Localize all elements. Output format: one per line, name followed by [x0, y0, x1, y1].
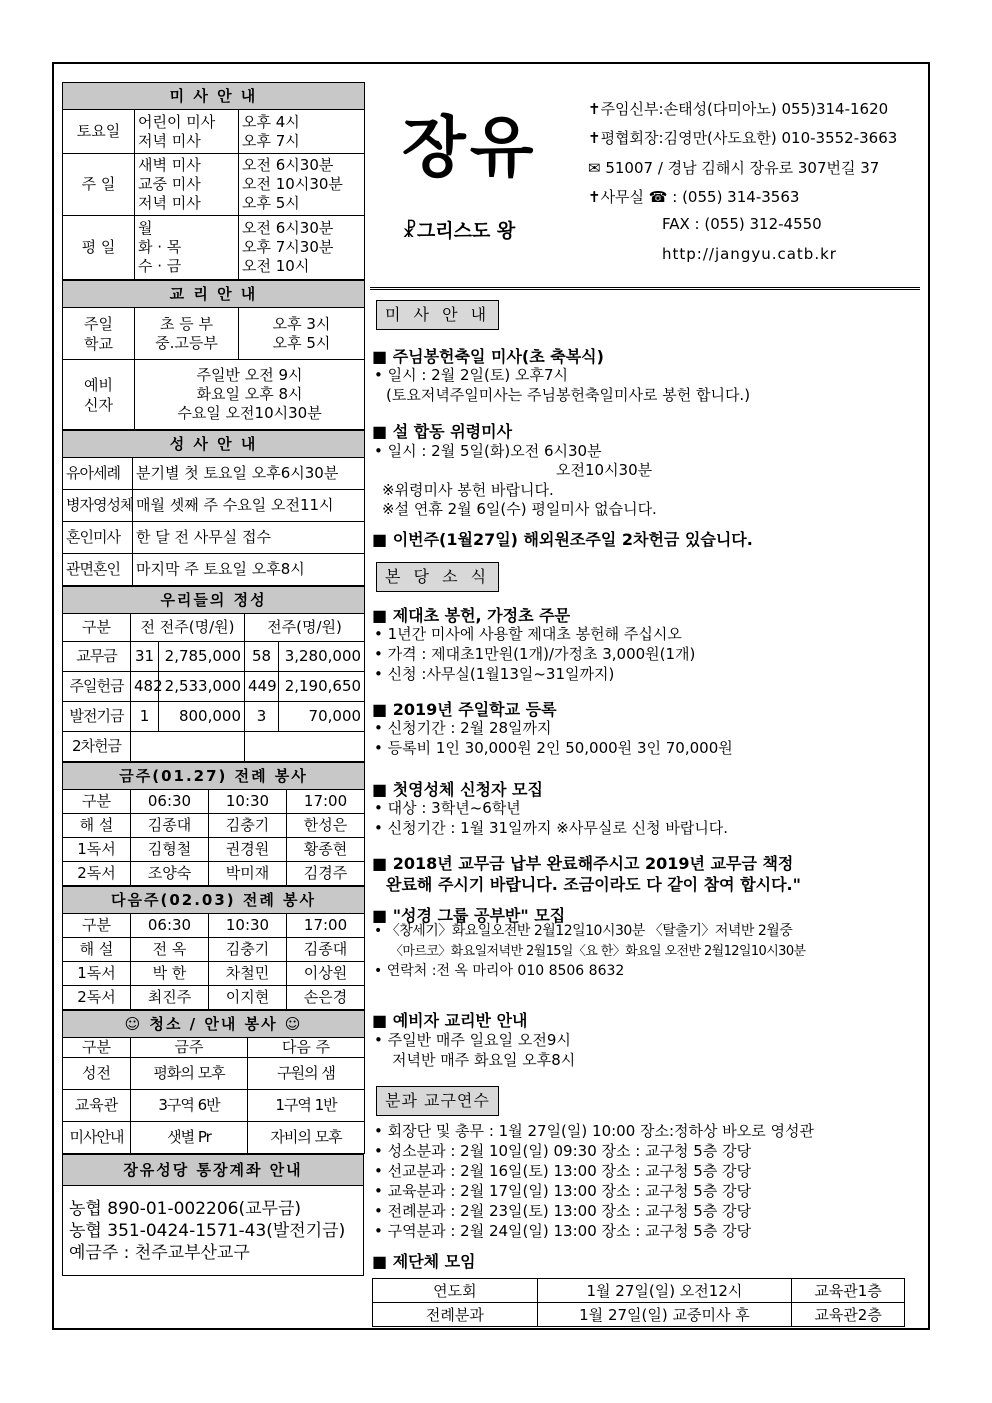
offering-count: 482: [131, 672, 159, 702]
offering-header: 구분: [63, 614, 131, 642]
week-label: 평 일: [63, 216, 135, 280]
mass-title: 미 사 안 내: [63, 83, 365, 110]
meeting-group: 연도회: [373, 1279, 538, 1303]
news-title: ■ 2018년 교무금 납부 완료해주시고 2019년 교무금 책정: [372, 854, 794, 873]
sacrament-name: 유아세례: [63, 458, 133, 490]
service-person: 한성은: [287, 814, 365, 838]
week-time-3: 오전 10시: [242, 257, 310, 275]
doctrine-title: 교 리 안 내: [63, 281, 365, 308]
sacrament-detail: 분기별 첫 토요일 오후6시30분: [133, 458, 365, 490]
service-next-title: 다음주(02.03) 전례 봉사: [63, 887, 365, 914]
news-line: • 신청기간 : 1월 31일까지 ※사무실로 신청 바랍니다.: [374, 819, 729, 837]
left-column: [62, 82, 364, 1276]
service-header: 구분: [63, 914, 131, 938]
meeting-time: 1월 27일(일) 오전12시: [537, 1279, 792, 1303]
sun-label: 주 일: [63, 154, 135, 216]
service-person: 박미재: [209, 862, 287, 886]
sacrament-name: 병자영성체: [63, 490, 133, 522]
week-day-1: 월: [138, 219, 153, 237]
service-role: 해 설: [63, 938, 131, 962]
week-time-2: 오후 7시30분: [242, 238, 334, 256]
service-role: 2독서: [63, 862, 131, 886]
sacrament-detail: 한 달 전 사무실 접수: [133, 522, 365, 554]
service-person: 이지현: [209, 986, 287, 1010]
news-line: 〈마르코〉화요일저녁반 2월15일〈요 한〉화요일 오전반 2월12일10시30분: [390, 944, 806, 959]
service-header: 06:30: [131, 914, 209, 938]
service-person: 최진주: [131, 986, 209, 1010]
cleaning-title: ☺ 청소 / 안내 봉사 ☺: [63, 1011, 365, 1038]
news-line: • 신청기간 : 2월 28일까지: [374, 719, 552, 737]
offering-count: 1: [131, 702, 159, 732]
offering-empty: [245, 732, 365, 762]
week-day-2: 화 · 목: [138, 238, 182, 256]
catechumen-label: 예비 신자: [63, 360, 135, 430]
service-person: 차철민: [209, 962, 287, 986]
sacrament-detail: 마지막 주 토요일 오후8시: [133, 554, 365, 586]
cleaning-table: [62, 1010, 365, 1154]
service-next-table: [62, 886, 365, 1010]
training-line: • 전례분과 : 2월 23일(토) 13:00 장소 : 교구청 5층 강당: [374, 1202, 752, 1220]
news-title: ■ 제대초 봉헌, 가정초 주문: [372, 606, 571, 625]
news-title: ■ 2019년 주일학교 등록: [372, 700, 557, 719]
service-header: 10:30: [209, 790, 287, 814]
offering-amount: 2,785,000: [159, 642, 245, 672]
sun-mass-2: 교중 미사: [138, 175, 201, 193]
service-person: 황종현: [287, 838, 365, 862]
account-title: 장유성당 통장계좌 안내: [63, 1155, 364, 1186]
offering-header: 전주(명/원): [245, 614, 365, 642]
notice-line: (토요저녁주일미사는 주님봉헌축일미사로 봉헌 합니다.): [386, 386, 751, 404]
news-line: • 대상 : 3학년~6학년: [374, 799, 521, 817]
cleaning-group: 평화의 모후: [131, 1058, 248, 1090]
sat-time-2: 오후 7시: [242, 131, 300, 150]
service-person: 권경원: [209, 838, 287, 862]
notice-line: • 일시 : 2월 2일(토) 오후7시: [374, 366, 568, 384]
account-line: 농협 890-01-002206(교무금): [69, 1198, 302, 1219]
meeting-group: 전례분과: [373, 1303, 538, 1327]
address-info: ✉ 51007 / 경남 김해시 장유로 307번길 37: [588, 159, 880, 177]
school-time-1: 오후 3시: [272, 314, 331, 333]
service-this-table: [62, 762, 365, 886]
notice-line: • 일시 : 2월 5일(화)오전 6시30분: [374, 442, 602, 460]
tab-parish-news: 본 당 소 식: [376, 562, 499, 592]
service-role: 해 설: [63, 814, 131, 838]
cleaning-place: 교육관: [63, 1090, 131, 1122]
offering-header: 전 전주(명/원): [131, 614, 245, 642]
notice-line: ※위령미사 봉헌 바랍니다.: [382, 481, 554, 499]
offering-count: 449: [245, 672, 279, 702]
meeting-time: 1월 27일(일) 교중미사 후: [537, 1303, 792, 1327]
service-person: 박 한: [131, 962, 209, 986]
service-person: 조양숙: [131, 862, 209, 886]
sacrament-name: 관면혼인: [63, 554, 133, 586]
service-header: 10:30: [209, 914, 287, 938]
service-role: 1독서: [63, 838, 131, 862]
news-title: 완료해 주시기 바랍니다. 조금이라도 다 같이 참여 합시다.": [386, 875, 801, 894]
cleaning-header: 구분: [63, 1038, 131, 1058]
cleaning-group: 샛별 Pr: [131, 1122, 248, 1154]
service-header: 06:30: [131, 790, 209, 814]
service-header: 17:00: [287, 914, 365, 938]
notice-line: 오전10시30분: [556, 461, 653, 479]
cleaning-group: 1구역 1반: [248, 1090, 365, 1122]
offering-table: [62, 586, 365, 762]
training-line: • 구역분과 : 2월 24일(일) 13:00 장소 : 교구청 5층 강당: [374, 1222, 752, 1240]
service-person: 이상원: [287, 962, 365, 986]
offering-empty: [131, 732, 245, 762]
news-line: • 신청 :사무실(1월13일~31일까지): [374, 665, 615, 683]
header-divider: [370, 287, 920, 290]
sun-time-2: 오전 10시30분: [242, 175, 343, 193]
cleaning-group: 구원의 샘: [248, 1058, 365, 1090]
news-line: • 〈창세기〉화요일오전반 2월12일10시30분 〈탈출기〉저녁반 2월중: [374, 923, 793, 939]
sacrament-name: 혼인미사: [63, 522, 133, 554]
cleaning-place: 미사안내: [63, 1122, 131, 1154]
bulletin-subtitle: ☧그리스도 왕: [402, 220, 516, 242]
sat-label: 토요일: [63, 110, 135, 154]
service-header: 구분: [63, 790, 131, 814]
offering-label: 발전기금: [63, 702, 131, 732]
tab-training: 분과 교구연수: [376, 1086, 499, 1116]
office-info: ✝사무실 ☎ : (055) 314-3563: [588, 188, 800, 206]
sun-mass-1: 새벽 미사: [138, 156, 201, 174]
sun-time-3: 오후 5시: [242, 194, 300, 212]
service-role: 2독서: [63, 986, 131, 1010]
notice-title: ■ 이번주(1월27일) 해외원조주일 2차헌금 있습니다.: [372, 530, 753, 549]
service-person: 김충기: [209, 814, 287, 838]
offering-label: 주일헌금: [63, 672, 131, 702]
cleaning-group: 3구역 6반: [131, 1090, 248, 1122]
offering-amount: 70,000: [279, 702, 365, 732]
account-line: 예금주 : 천주교부산교구: [69, 1242, 250, 1263]
fax-info: FAX : (055) 312-4550: [662, 215, 822, 233]
training-line: • 교육분과 : 2월 17일(일) 13:00 장소 : 교구청 5층 강당: [374, 1182, 752, 1200]
news-title: ■ 첫영성체 신청자 모집: [372, 780, 543, 799]
sat-mass-1: 어린이 미사: [138, 112, 216, 131]
notice-title: ■ 주님봉헌축일 미사(초 축복식): [372, 347, 604, 366]
offering-count: 58: [245, 642, 279, 672]
catechumen-1: 주일반 오전 9시: [196, 366, 303, 384]
catechumen-2: 화요일 오후 8시: [196, 385, 303, 403]
news-line: • 주일반 매주 일요일 오전9시: [374, 1031, 571, 1049]
sun-time-1: 오전 6시30분: [242, 156, 334, 174]
priest-info: ✝주임신부:손태성(다미아노) 055)314-1620: [588, 100, 889, 118]
week-day-3: 수 · 금: [138, 257, 182, 275]
school-label: 주일 학교: [63, 308, 135, 360]
news-title: ■ "성경 그룹 공부반" 모집: [372, 906, 566, 925]
news-line: • 가격 : 제대초1만원(1개)/가정초 3,000원(1개): [374, 645, 696, 663]
sacrament-table: [62, 430, 365, 586]
service-this-title: 금주(01.27) 전례 봉사: [63, 763, 365, 790]
school-group-2: 중.고등부: [155, 333, 218, 352]
cleaning-header: 금주: [131, 1038, 248, 1058]
offering-label: 교무금: [63, 642, 131, 672]
sacrament-detail: 매월 셋째 주 수요일 오전11시: [133, 490, 365, 522]
training-line: • 회장단 및 총무 : 1월 27일(일) 10:00 장소:정하상 바오로 영성관: [374, 1122, 814, 1140]
week-time-1: 오전 6시30분: [242, 219, 334, 237]
school-time-2: 오후 5시: [272, 333, 331, 352]
account-line: 농협 351-0424-1571-43(발전기금): [69, 1220, 346, 1241]
training-line: • 선교분과 : 2월 16일(토) 13:00 장소 : 교구청 5층 강당: [374, 1162, 752, 1180]
cleaning-group: 자비의 모후: [248, 1122, 365, 1154]
cleaning-place: 성전: [63, 1058, 131, 1090]
news-line: • 등록비 1인 30,000원 2인 50,000원 3인 70,000원: [374, 739, 733, 757]
meeting-title: ■ 제단체 모임: [372, 1252, 476, 1271]
service-person: 김형철: [131, 838, 209, 862]
training-line: • 성소분과 : 2월 10일(일) 09:30 장소 : 교구청 5층 강당: [374, 1142, 752, 1160]
service-person: 김경주: [287, 862, 365, 886]
notice-title: ■ 설 합동 위령미사: [372, 422, 513, 441]
cleaning-header: 다음 주: [248, 1038, 365, 1058]
website-url[interactable]: http://jangyu.catb.kr: [662, 245, 837, 263]
sacrament-title: 성 사 안 내: [63, 431, 365, 458]
offering-amount: 800,000: [159, 702, 245, 732]
offering-count: 3: [245, 702, 279, 732]
offering-label: 2차헌금: [63, 732, 131, 762]
sat-mass-2: 저녁 미사: [138, 131, 201, 150]
service-role: 1독서: [63, 962, 131, 986]
bulletin-title: 장유: [402, 108, 538, 186]
meeting-table: [372, 1278, 905, 1327]
offering-amount: 2,190,650: [279, 672, 365, 702]
news-line: • 1년간 미사에 사용할 제대초 봉헌해 주십시오: [374, 625, 682, 643]
account-table: [62, 1154, 364, 1276]
offering-amount: 3,280,000: [279, 642, 365, 672]
service-header: 17:00: [287, 790, 365, 814]
news-line: 저녁반 매주 화요일 오후8시: [392, 1051, 576, 1069]
service-person: 김종대: [287, 938, 365, 962]
meeting-place: 교육관1층: [792, 1279, 905, 1303]
offering-amount: 2,533,000: [159, 672, 245, 702]
service-person: 손은경: [287, 986, 365, 1010]
mass-table: [62, 82, 365, 280]
meeting-place: 교육관2층: [792, 1303, 905, 1327]
news-line: • 연락처 :전 옥 마리아 010 8506 8632: [374, 963, 625, 979]
service-person: 김종대: [131, 814, 209, 838]
offering-title: 우리들의 정성: [63, 587, 365, 614]
offering-count: 31: [131, 642, 159, 672]
notice-line: ※설 연휴 2월 6일(수) 평일미사 없습니다.: [382, 500, 657, 518]
sun-mass-3: 저녁 미사: [138, 194, 201, 212]
president-info: ✝평협회장:김영만(사도요한) 010-3552-3663: [588, 129, 898, 147]
service-person: 김충기: [209, 938, 287, 962]
doctrine-table: [62, 280, 365, 430]
tab-mass-info: 미 사 안 내: [376, 300, 499, 330]
service-person: 전 옥: [131, 938, 209, 962]
school-group-1: 초 등 부: [159, 314, 213, 333]
news-title: ■ 예비자 교리반 안내: [372, 1011, 528, 1030]
sat-time-1: 오후 4시: [242, 112, 300, 131]
catechumen-3: 수요일 오전10시30분: [177, 404, 322, 422]
